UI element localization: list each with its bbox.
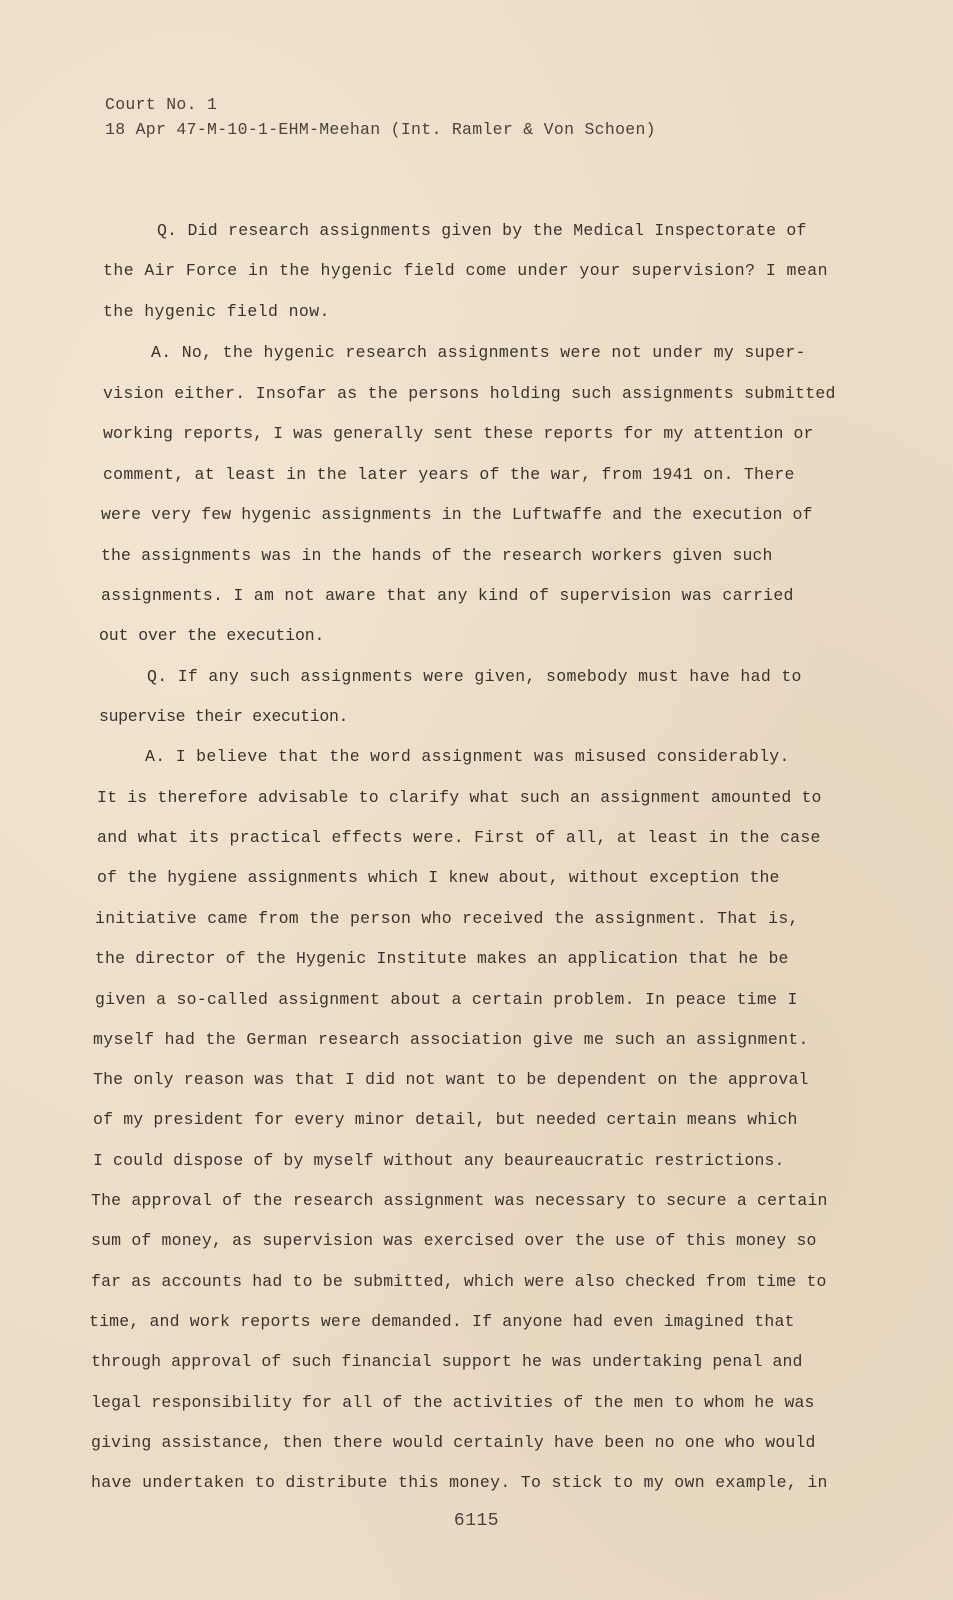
text-line: working reports, I was generally sent these reports for my attention or [103,424,814,443]
text-line: through approval of such financial support he was undertaking penal and [91,1352,803,1371]
text-line: comment, at least in the later years of the war, from 1941 on. There [103,465,795,484]
text-line: have undertaken to distribute this money. To stick to my own example, in [91,1473,828,1492]
text-line: far as accounts had to be submitted, which were also checked from time to [91,1272,827,1291]
text-line: giving assistance, then there would certainly have been no one who would [91,1433,816,1452]
text-line: of the hygiene assignments which I knew about, without exception the [97,868,780,887]
text-line: myself had the German research association give me such an assignment. [93,1030,809,1049]
text-line: I could dispose of by myself without any beaureaucratic restrictions. [93,1151,785,1170]
text-line: were very few hygenic assignments in the Luftwaffe and the execution of [101,505,813,524]
text-line: out over the execution. [99,626,325,645]
text-line: initiative came from the person who received the assignment. That is, [95,909,799,928]
text-line: the assignments was in the hands of the research workers given such [101,546,773,565]
text-line: The approval of the research assignment was necessary to secure a certain [91,1191,828,1210]
text-line: Q. Did research assignments given by the Medical Inspectorate of [157,221,807,240]
text-line: the Air Force in the hygenic field come under your supervision? I mean [103,261,828,280]
text-line: the director of the Hygenic Institute makes an application that he be [95,949,789,968]
text-line: given a so-called assignment about a certain problem. In peace time I [95,990,798,1009]
court-number: Court No. 1 [105,95,218,114]
text-line: vision either. Insofar as the persons holding such assignments submitted [103,384,836,403]
text-line: A. I believe that the word assignment was misused considerably. [145,747,790,766]
text-line: the hygenic field now. [103,302,330,321]
text-line: sum of money, as supervision was exercised over the use of this money so [91,1231,817,1250]
text-line: The only reason was that I did not want to be dependent on the approval [93,1070,809,1089]
text-line: and what its practical effects were. First of all, at least in the case [97,828,821,847]
page-number: 6115 [453,1511,500,1531]
text-line: legal responsibility for all of the activities of the men to whom he was [91,1393,815,1412]
text-line: time, and work reports were demanded. If anyone had even imagined that [89,1312,795,1331]
text-line: assignments. I am not aware that any kind of supervision was carried [101,586,794,605]
text-line: It is therefore advisable to clarify what such an assignment amounted to [97,788,822,807]
text-line: of my president for every minor detail, but needed certain means which [93,1110,798,1129]
text-line: supervise their execution. [99,707,349,726]
text-line: A. No, the hygenic research assignments were not under my super- [151,343,806,362]
session-reference: 18 Apr 47-M-10-1-EHM-Meehan (Int. Ramler & Von Schoen) [105,120,656,139]
text-line: Q. If any such assignments were given, somebody must have had to [147,667,802,686]
